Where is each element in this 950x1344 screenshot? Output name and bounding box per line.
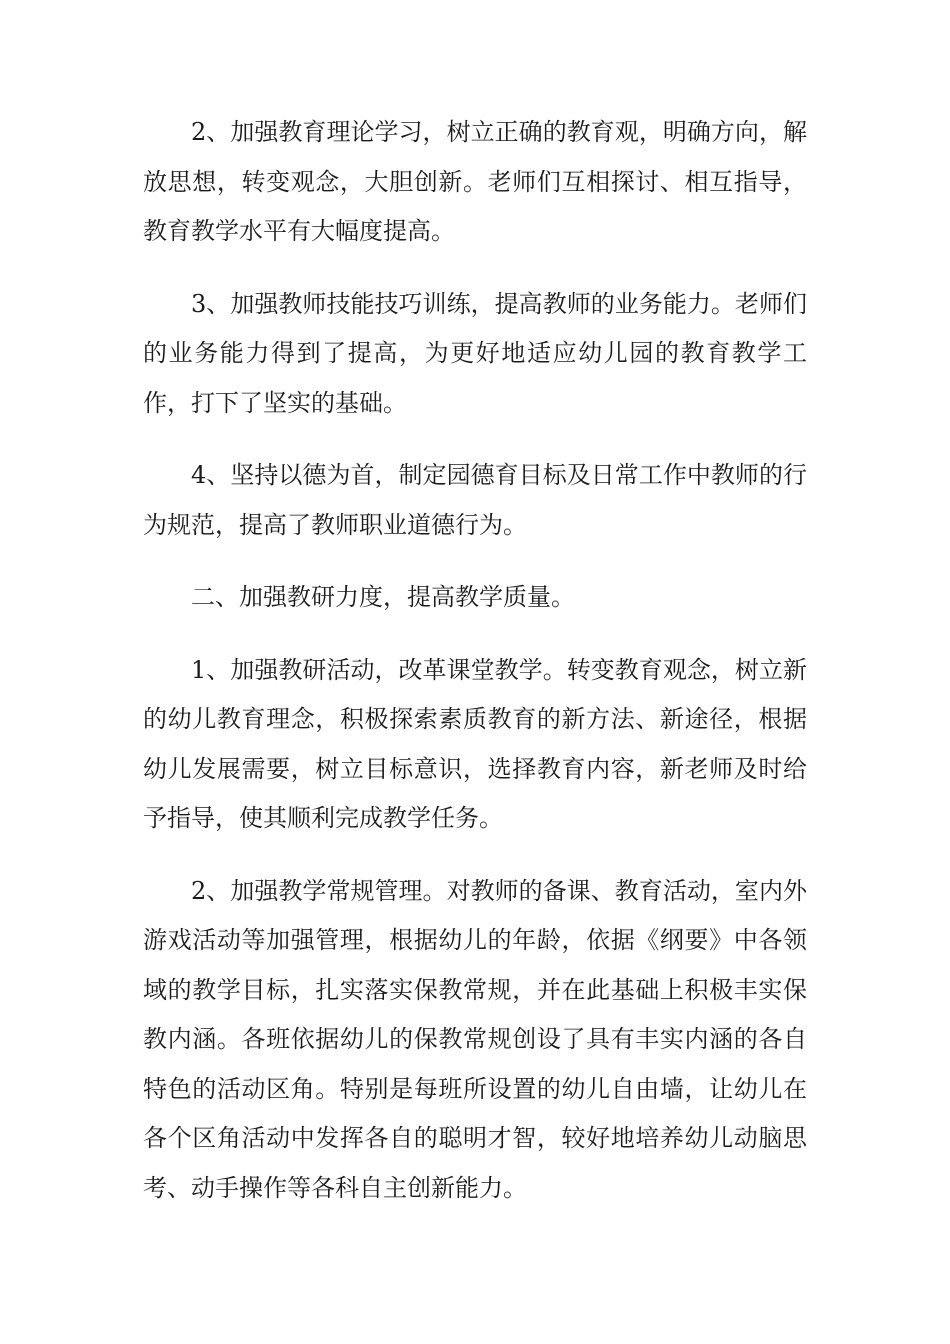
paragraph-teaching-theory: 2、加强教育理论学习，树立正确的教育观，明确方向，解放思想，转变观念，大胆创新。老师们互相探讨、相互指导，教育教学水平有大幅度提高。	[143, 118, 807, 245]
paragraph-moral-standards: 4、坚持以德为首，制定园德育目标及日常工作中教师的行为规范，提高了教师职业道德行为。	[143, 461, 807, 539]
document-body	[143, 108, 807, 1236]
paragraph-routine-management: 2、加强教学常规管理。对教师的备课、教育活动，室内外游戏活动等加强管理，根据幼儿的年龄，依据《纲要》中各领域的教学目标，扎实落实保教常规，并在此基础上积极丰实保教内涵。各班依据幼儿的保教常规创设了具有丰实内涵的各自特色的活动区角。特别是每班所设置的幼儿自由墙，让幼儿在各个区角活动中发挥各自的聪明才智，较好地培养幼儿动脑思考、动手操作等各科自主创新能力。	[143, 876, 807, 1202]
section-heading-research: 二、加强教研力度，提高教学质量。	[191, 583, 575, 611]
paragraph-research-activities: 1、加强教研活动，改革课堂教学。转变教育观念，树立新的幼儿教育理念，积极探索素质教育的新方法、新途径，根据幼儿发展需要，树立目标意识，选择教育内容，新老师及时给予指导，使其顺利完成教学任务。	[143, 655, 807, 832]
paragraph-teacher-skills: 3、加强教师技能技巧训练，提高教师的业务能力。老师们的业务能力得到了提高，为更好地适应幼儿园的教育教学工作，打下了坚实的基础。	[143, 289, 807, 417]
